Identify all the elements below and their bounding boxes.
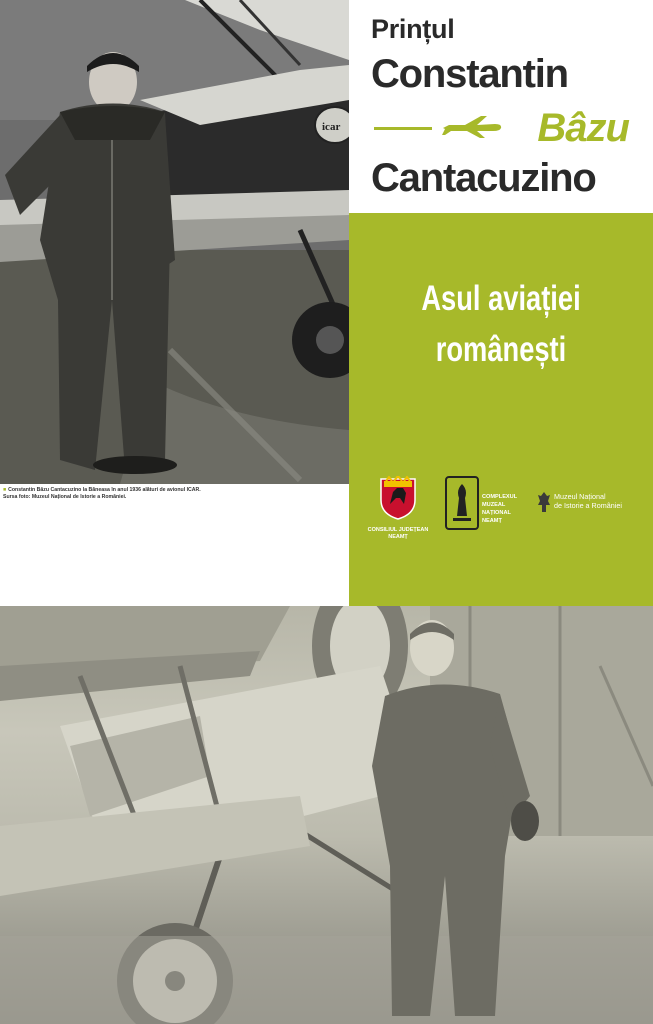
coat-of-arms-icon (378, 476, 418, 520)
museum-label-1: Muzeul Național (554, 492, 606, 501)
subtitle (382, 273, 619, 375)
museum-complex-label (482, 493, 522, 525)
caption-line-2: Sursa foto: Muzeul Național de Istorie a României. (3, 494, 127, 500)
museum-complex-label-2: MUZEAL (482, 502, 506, 508)
museum-eagle-icon (537, 491, 551, 513)
title-line-prince: Prințul (371, 14, 455, 44)
title-row-nickname (371, 106, 641, 152)
county-council-label-2: NEAMȚ (388, 534, 408, 540)
museum-complex-label-4: NEAMȚ (482, 518, 502, 524)
museum-label-2: de Istorie a României (554, 500, 622, 510)
museum-complex-icon (445, 476, 479, 530)
archival-photo-bottom (0, 606, 653, 1024)
museum-complex-label-3: NAȚIONAL (482, 510, 511, 516)
photo-caption (3, 487, 343, 501)
subtitle-line-1: Asul aviației (421, 279, 581, 318)
county-council-label-1: CONSILIUL JUDEȚEAN (367, 527, 429, 533)
museum-complex-logo (445, 476, 525, 536)
accent-rule (374, 127, 432, 130)
subtitle-line-2: românești (435, 330, 567, 369)
title-block (349, 0, 653, 213)
caption-line-1: Constantin Bâzu Cantacuzino la Băneasa în anul 1936 alături de avionul ICAR. (8, 487, 201, 493)
national-history-museum-logo (537, 491, 647, 521)
national-history-museum-label (554, 493, 622, 510)
green-panel (349, 213, 653, 606)
bullet-icon: ■ (3, 487, 7, 493)
airplane-icon (441, 112, 503, 138)
pilot-beside-aircraft-illustration (0, 606, 653, 1024)
pilot-with-biplane-illustration (0, 0, 349, 484)
title-line-surname: Cantacuzino (371, 156, 596, 200)
plane-marking: icar (322, 121, 341, 133)
title-nickname: Bâzu (537, 106, 629, 150)
county-council-logo (367, 476, 429, 561)
partner-logos (349, 476, 653, 566)
archival-photo-top (0, 0, 349, 484)
title-line-first-name: Constantin (371, 52, 568, 96)
museum-complex-label-1: COMPLEXUL (482, 494, 518, 500)
